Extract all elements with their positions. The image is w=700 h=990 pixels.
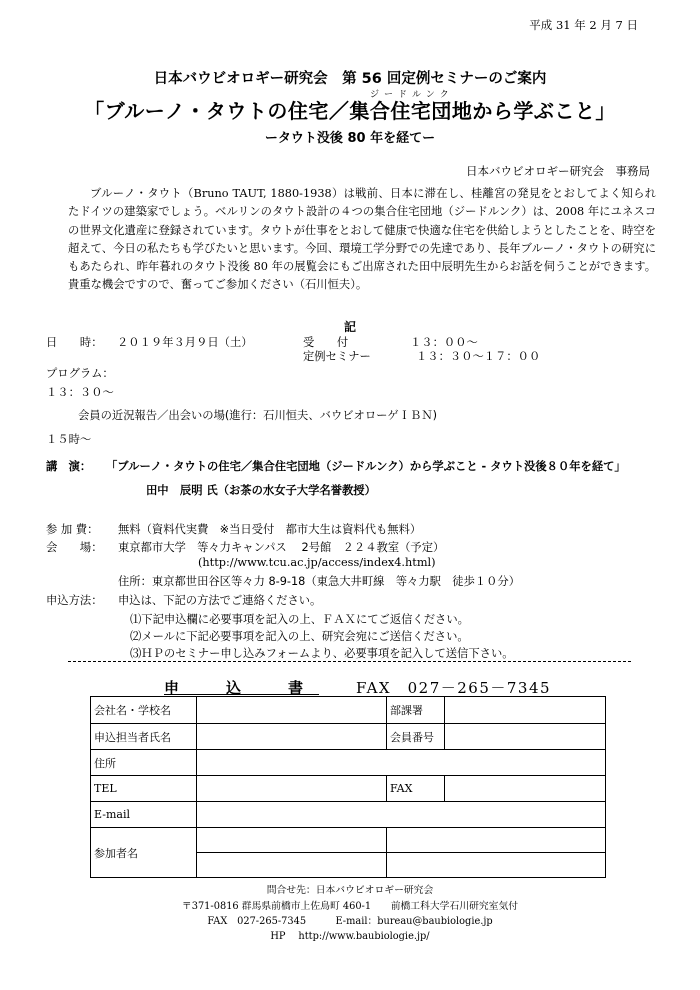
org-label: 会社名・学校名 [91, 697, 197, 724]
seminar-time: １３：３０～１７：００ [416, 350, 541, 363]
address-label: 住所 [91, 750, 197, 776]
reception-label: 受 付 [303, 336, 349, 349]
tel-label: TEL [91, 776, 197, 802]
participants-label: 参加者名 [91, 828, 197, 878]
dept-label: 部課署 [387, 697, 445, 724]
intro-paragraph: ブルーノ・タウト（Bruno TAUT, 1880-1938）は戦前、日本に滞在し、桂離宮の発見をとおしてよく知られたドイツの建築家でしょう。ベルリンのタウト設計の４つの集合住宅団地（ジードルンク）は、2008 年にユネスコの世界文化遺産に登録されています。タウトが仕事をとおして健康で快適な住宅を供給しようとしたことを、時空を超えて、今日の私たちも学びたいと思います。今回、環境工学分野での先達であり、長年ブルーノ・タウトの研究にもあたられ、昨年暮れのタウト没後 80 年の展覧会にもご出席された田中辰明先生からお話を伺うことができます。貴重な機会ですので、奮ってご参加ください（石川恒夫）。 [68, 187, 656, 292]
org-field[interactable] [197, 697, 387, 724]
document-date: 平成 31 年 2 月 7 日 [529, 18, 638, 32]
participant-field-1[interactable] [197, 828, 387, 853]
application-form-heading: 申 込 書 [164, 679, 320, 697]
apply-method-fax: ⑴下記申込欄に必要事項を記入の上、ＦＡＸにてご返信ください。 [130, 613, 469, 626]
footer-address: 〒371-0816 群馬県前橋市上佐鳥町 460-1 前橋工科大学石川研究室気付 [181, 901, 519, 912]
form-row-person [91, 724, 606, 750]
application-form-table [90, 696, 606, 878]
participant-field-4[interactable] [387, 853, 606, 878]
participant-field-3[interactable] [197, 853, 387, 878]
apply-method-web: ⑶ＨＰのセミナー申し込みフォームより、必要事項を記入して送信下さい。 [130, 647, 514, 660]
date-label: 日 時： [46, 336, 103, 349]
fax-field[interactable] [445, 776, 606, 802]
venue-address: 住所：東京都世田谷区等々力 8-9-18（東急大井町線 等々力駅 徒歩１０分） [118, 575, 520, 588]
lecture-label: 講 演： [46, 460, 92, 473]
person-label: 申込担当者氏名 [91, 724, 197, 750]
fee-value: 無料（資料代実費 ※当日受付 都市大生は資料代も無料） [118, 523, 422, 536]
fee-label: 参 加 費： [46, 523, 99, 536]
apply-intro: 申込は、下記の方法でご連絡ください。 [118, 594, 322, 607]
program-time-2: １５時～ [46, 433, 92, 446]
lecturer: 田中 辰明 氏（お茶の水女子大学名誉教授） [146, 484, 376, 497]
venue-label: 会 場： [46, 541, 103, 554]
program-item-1: 会員の近況報告／出会いの場(進行：石川恒夫、バウビオローゲＩＢＮ) [78, 409, 438, 422]
reception-time: １３：００～ [410, 336, 478, 349]
tel-field[interactable] [197, 776, 387, 802]
dept-field[interactable] [445, 697, 606, 724]
person-field[interactable] [197, 724, 387, 750]
member-field[interactable] [445, 724, 606, 750]
seminar-subtitle: ータウト没後 80 年を経てー [264, 131, 436, 146]
lecture-title: 「ブルーノ・タウトの住宅／集合住宅団地（ジードルンク）から学ぶこと - タウト没後８０年を経て」 [106, 460, 626, 473]
form-row-participants [91, 828, 606, 853]
form-row-organization [91, 697, 606, 724]
venue-url-link[interactable]: (http://www.tcu.ac.jp/access/index4.html) [198, 556, 436, 569]
member-label: 会員番号 [387, 724, 445, 750]
fax-label: FAX [387, 776, 445, 802]
form-row-email [91, 802, 606, 828]
form-row-phone [91, 776, 606, 802]
application-fax-number: FAX 027－265－7345 [356, 679, 552, 697]
ki-marker: 記 [343, 320, 356, 334]
program-label: プログラム： [46, 367, 114, 380]
organizer-office: 日本バウビオロギー研究会 事務局 [466, 164, 650, 178]
footer-homepage[interactable]: HP http://www.baubiologie.jp/ [270, 931, 430, 942]
seminar-announcement-heading: 日本バウビオロギー研究会 第 56 回定例セミナーのご案内 [153, 71, 547, 87]
footer-fax-email: FAX 027-265-7345 E-mail：bureau@baubiologie.jp [207, 916, 493, 927]
participant-field-2[interactable] [387, 828, 606, 853]
apply-label: 申込方法： [46, 594, 103, 607]
form-row-address [91, 750, 606, 776]
date-value: ２０１９年３月９日（土） [117, 336, 253, 349]
seminar-title: 「ブルーノ・タウトの住宅／集合住宅団地から学ぶこと」 [84, 99, 616, 123]
email-label: E-mail [91, 802, 197, 828]
address-field[interactable] [197, 750, 606, 776]
seminar-label: 定例セミナー [303, 350, 371, 363]
venue-value: 東京都市大学 等々力キャンパス 2号館 ２２４教室（予定） [118, 541, 445, 554]
program-time-1: １３：３０～ [46, 386, 114, 399]
footer-contact: 問合せ先：日本バウビオロギー研究会 [266, 885, 434, 896]
email-field[interactable] [197, 802, 606, 828]
title-ruby: ジードルンク [370, 90, 454, 100]
cut-line-divider [68, 661, 631, 662]
apply-method-email: ⑵メールに下記必要事項を記入の上、研究会宛にご送信ください。 [130, 630, 469, 643]
